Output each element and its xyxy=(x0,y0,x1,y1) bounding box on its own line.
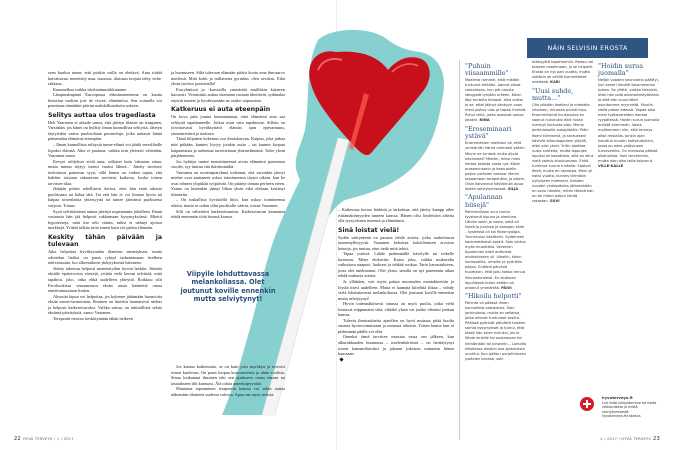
paragraph: – Katkeruus kertoo hädästä ja tarkoittaa, että jätetty kampp ailee riittämättömyyden tunteen kanssa. Hänen olisi löydettävä aihetta olla tyytyväinen itseensä ja elämäänsä. xyxy=(338,207,454,224)
story-text: Neljän vuoden seurustelu päättyi, kun kaveri ilmoitti tavanneensa toisen. Se yllätti, vaikka tiesinkin, ettei hän pidä alkoholinkäytöstäni ja että hän suunnitteli asuntomme myymistä. Muutin siellä pakon edessä. Vapaa aika meni työkavereiden kanssa ryypätessä. Hoidin surua juomalla entistä enemmän. Vasta myöhemmin niin, että terveys alkoi reistailla. Jonkin ajan kuluttua muutin kotiseudulleni, jossa on edes ystävineen turvaverkko. On menossa päästä alkoholista. Vain tervemmin, mutta olen aika lailla toipunut. xyxy=(598,78,660,163)
paragraph: Vaaranen on eroterapiaryhmä todennut, että varsinkin jätetyt miehet ovat saattaneet uskoa toimimeensa täysin oikein, kun he ovat tehneet ylipitkää työpäivää. On pitänyt tienata perheen eteen. Yaimo on kuitenkin jäänyt liikaa yksin eikä olekaan kestänyt tilannetta. xyxy=(171,169,285,197)
sidebar-story-continued xyxy=(532,60,594,85)
paragraph: Silti on vältettävä katkeroitumista. Katkeroituvan kannattaa tehdä enemmän töitä itsensä kanssa. xyxy=(171,208,285,220)
sidebar-column-a xyxy=(465,60,527,362)
promo-site-name[interactable]: hyvaterveys.fi xyxy=(602,395,633,400)
paragraph: – Ilman kunnollista selitystä tunne-elämä voi jäädä vereslihalle lopuksi elämää. Aika ei paranna, vaikka niin yleisesti väitetään, Vaaranen sanoo. xyxy=(48,142,162,159)
paragraph: Sydän särkyneenä on parasta tehdä asioita, jotka rauhoittavat tunnemylleryystä. Vaaranen kehottaa kokeilemisen arvoisia keinoja, jos tuntuu, ettei tiedä mitä tekisi. xyxy=(338,234,454,251)
article-column-3 xyxy=(338,207,454,362)
story-title: "Puhuin viisaammille" xyxy=(465,61,509,77)
promo-description: Lue lisää lukijoidemme tarinoita rakkaudesta ja mistä selviytymisestä: hyvaterveys.fi/rakkaus xyxy=(602,400,657,419)
pull-quote: Viipyile lohduttavassa melankoliassa. Olet joutunut koville ennenkin mutta selviytynyt! xyxy=(180,270,276,303)
sidebar-story xyxy=(465,63,527,124)
paragraph: Tulevia ihmissuhteita ajatellen on hyvä muistaa pitää huolta omasta hyvinvoinnistaan ja onnensa aiheista. Toisen kautta kun ei pidemmän päälle voi elää. xyxy=(338,317,454,334)
paragraph: Syyn selvittämisen auttaa jätettyä nopeammin jaloilleen. Ilman vastausta hän jää helposti rukkumaan kysymyksiinsä. Miettii hypoteeseja, mitä itse teki väärin, miksi ei nähnyt ajoissa merkkejä. Yrittää tulkita niitä ennen kuin voi palata elämään. xyxy=(48,208,162,231)
paragraph: seen kuuluu tunne, että jotakin vailla on elettävä. Aina riittää kaivattavaa: menetetty maa, nuoruus, tilaisuus korjata tehty virhe, rakkaus... xyxy=(48,70,162,87)
paragraph: Jätetty takertuu helposti menetettyihin hyviin hetkiin. Jättetää eksäile epätoivoisia viestejä, yrittää vielä kerran selvittää, mitä tapahtui, joko, onko ehkä uudelleen yhteyttä. Roikkuu silti Facebookissa seuraamassa eksän uusia käänteitä omaa onnettomuuttaan lisäten. xyxy=(48,265,162,294)
paragraph: Tämä hiljainen kokemus osa ihmiskasvua. Kaipuu, joka jatkaa niin pitkään, kunnes löytyy jotakin uutta – tai kunnes luopuu kaipaamasta ja tarkentaa tavoitteitaan yhteiselämästä. Tulee yksin pärjäämiseen. xyxy=(171,136,285,159)
story-signature: VILLE-KALLE xyxy=(598,163,624,168)
page-number: 22 xyxy=(14,436,21,442)
story-title: "Hikoilu helpotti" xyxy=(465,292,522,301)
story-signature: KARI xyxy=(550,80,560,85)
story-signature: SILJA xyxy=(507,186,519,191)
article-column-2-bottom xyxy=(171,364,285,397)
paragraph: Jos hylätyn tuntee menettäneensä aivan elämänsä paremmat vuodet, syy tuntuu sitä ikävämmältä. xyxy=(171,158,285,170)
story-title: "Apulannan biisejä" xyxy=(465,193,503,209)
paragraph: Kuunnelkaa vaikka iskelmämusiikkiamme. xyxy=(53,86,128,92)
sidebar-column-b xyxy=(532,60,594,204)
paragraph: Onneksi tämä tarvitsee muistaa vasta sen jälkeen, kun alkurakkauden huumassa – mielenhäiriössä – on heittäytynyt toisen kannateltavaksi ja jakanut jokaisen minuutin hänen kanssaan. xyxy=(338,334,454,357)
health-cross-logo-icon xyxy=(580,397,594,411)
page-number: 23 xyxy=(653,436,660,442)
subheading: Sinä loistat vielä! xyxy=(338,226,400,234)
paragraph: Heli Vaaranen ei arkaile sanoa, että jätetyn tilanne on traaginen. Varsinkin, jos hänet on hylätty ilman kunnollista selitystä. Jätetyn täytyisikin vaatia puolisoltaan perusteluja, jotka auttavat häntä pääsemään elämässä eteenpäin. xyxy=(48,119,162,142)
sidebar-story xyxy=(465,194,527,290)
story-signature: NINA xyxy=(479,118,490,123)
story-signature: SUVI xyxy=(549,199,560,204)
paragraph: ja huomiseen. Siltä tulevaan elämään pitäisi koota oma ihmisarvo mielessä. Mitä kohti ja millaisena pyrinkin, olen arvokas. Eikä yksin tarvitse ponnistella! xyxy=(171,70,285,87)
sidebar-column-c xyxy=(598,60,660,169)
paragraph: Aksasita kipua voi helpottaa, jos kykenee jättämään huomioita eksän somer-tarinoinnin. Ihminen on luotettu luontaisesti utelias ja helposti katkeroituvaksi. Vaikka sattuu, on inhimillistä selata eksänsä päivityksiä, sanoo Vaaranen. xyxy=(48,293,162,316)
subheading: Selitys auttaa ulos tragediasta xyxy=(48,111,156,119)
paragraph: – On tuskallista hyvästellä liitto, kun uskoo toimineensa oikein, mutta se onkin ollut puolisolle väärin, toteaa Vaaranen. xyxy=(171,197,285,209)
sidebar-divider xyxy=(459,60,460,440)
sidebar-story xyxy=(598,63,660,169)
story-title: "Hoidin surua juomalla" xyxy=(598,61,644,77)
story-title: "Uusi suhde, mutta..." xyxy=(532,86,574,103)
left-folio xyxy=(12,436,74,442)
paragraph: Jos kantaa katkeruutta, se on kuin joisi myrkkyä ja toivoisi toisen kuolevan. On paras luopua kostoaaveista ja uhrin roolista. Sinua loukannut ihminen teki sen ajaakseen omaa etuaan tai tasatakseen tilit kanssasi. Älä odota anteeksipyyntöä. xyxy=(171,364,285,386)
article-column-1 xyxy=(48,70,162,321)
subheading: Katkeruus ei auta eteenpäin xyxy=(171,106,271,114)
story-text: etäisyyttä tapahtumiin. Reissu vei toiseen maailmaan, ja se helpotti. Erosta on nyt pari vuotta, mutta vieläkin se välillä kummittelee mielessä. xyxy=(532,60,594,85)
folio-label: 1 / 2017 / HYVÄ TERVEYS xyxy=(600,437,652,441)
paragraph: Muutama tapaaminen terapeutin kanssa voi sekin auttaa näkemään tilanteen uudessa valossa. Apua saa myös netistä. xyxy=(171,386,285,397)
sidebar-story xyxy=(532,88,594,204)
story-text: Ensimmäinen reaktioni oli, että ymmärrän hänet varmasti väärin. Minne ne tunteet muka olivat hävinneet? Miettin, miksi mies kertoa asiasta vasta nyt. Kävin eroseminaarin ja keskustelin paljon ystävien kanssa. Menin tapaamaan terapeuttia, ja oikein. Olsin kaivannut käytännön apua lasten selviytymisessä. xyxy=(465,141,526,191)
sidebar-story xyxy=(465,126,527,192)
paragraph: Aika helpottaa hyväksymään tilanteen menetyksen, mutta odottelun lisäksi on paras ryhtyä tarkentamaan itselleen tulevaisuutta, luo alkeeraikeen järkytyksestä lukeneen. xyxy=(48,249,162,266)
story-text: Pahimmillaan suru tuntui fyysisenä kipuna ja oireiluna. Lähdin saliin ja vasta, sekä oli kipeä ja jumissa ja kaivojan särki – kyseessä oli kai fibromyalgia. Tunnesulun käsittelin. Sydämeen konkreettisesti koskit. Sain lohtua myös musiikista. Varsinkin Apulannan biisit auttoivat ohdistukseen yli. Ulkoilin, kävin kuntosalilla, urheilin ja pyöräilin paljon. Endänä päivänä huomasin, että joku katsoi minua kiinnostuneesti. En olutkaan lopullisesti kuten ekääni oli antanut ymmärtää. xyxy=(465,209,526,290)
paragraph: Hyvin todennäköisesti sinussa on myös puolia, jotka vielä loistavat riippumatta siitä, eläätkö yksin vai jaatko elämäsi jonkun kanssa. xyxy=(338,301,454,318)
hyvaterveys-promo[interactable] xyxy=(580,395,674,425)
promo-text xyxy=(602,396,664,419)
end-mark-icon xyxy=(339,357,343,361)
paragraph: Jättäjän pitäisi rehellisesti kertoa, ettei hän enää rakasta puolisoaan tai halua tätä. Tai että hän ei voi litonaa hyvin tai kaipaa toisenlaista yhteisyyttä tai tuntee jäävänsä puolisonsa varjoon. Totuus. xyxy=(48,186,162,209)
story-text: Olin pitkään itselleni ja miehelle vihainen, rinnassa puristi kipu. Ensimmäisinä kuukausina en saanut nukutuksi eikä ruoka mennyt kurkusta alas. Menin jonkinlaiselle autopilotille. Pidin itseni kiireisenä, ja saraukseni kävivät viikonloppuisin ylöyllä, ettei olisi yksin. Yritin aloittaa uusia suhteita, mutta loppujen lopuksi oli kaoottista, sillä en ollut vielä valmis sitoutumaan. Enkä tuntenut suuria tunteita. Saatoin itkeä, mutta en rakastaa. Meni yli kaksi vuotta, kunnes törmäsin nykyiseen mieheeni. Kahden vuoden yhdessäolon jälkeenkään en sano hänelle, miten tärkeä hän on tai miten paljon häntä rakastan. xyxy=(532,103,594,204)
subheading: Keskity tähän päivään ja tulevaan xyxy=(48,233,162,249)
story-text: Pahinta oli päässä ilman kunnollisia vastauksia. Sain jonkinlaisia, mutta en sellaisia, jotka olisivat tuntuneet tosilta. Pitäissä pyörivät päivästä toiseen samat kysymykset ja tuntui, että tässä hän tulee hulluksi, jos ei lähde lenkille tai soutamaan tai hiihtämään tai johonkin... Loduilla hikoilessa ainakin osa ajatuksista unohtui. Kun pääsin purjehtimaan ystävien kanssa, sain xyxy=(465,301,527,361)
story-text: Maailma romahti, eikä mikään tuntunut miltään. Aamut olivat raskaimpia, kun piti nousta sängystä tyhjään arkeen. Kävin läpi tunteita hitaasti. Aika auttoi ja se, ettei jäänyt sänkyyn vaan meni joskus ulos ja tapasi ihmisiä. Puhui niille, jotka osasivat sanoa jotakin. xyxy=(465,78,527,123)
folio-label: HYVÄ TERVEYS / 1 / 2017 xyxy=(22,437,74,441)
paragraph: Terapeutti neuvoo keskittymään tähän hetkeen xyxy=(53,315,133,321)
story-signature: PÄIVI xyxy=(501,285,512,290)
paragraph: On kova pala joutua huomaamaan, ettei elämässä aina saa selitystä tapahtuneelle. Jotkut asiat vain tapahtuvat. Silloin on toivottavasti hyväksyttävä elämän ajan epävarmuus, ymmärrettävä ja tuettava. xyxy=(171,114,285,136)
paragraph: Tapaa ystäviä. Lähde pidemmälle kävelylle tai retkelle luontoon. Mene elokuviin. Kutsu joku, vaikka mukavalta vaikuttava naapuri, luoksesi ja tehkää ruokaa. Tartu harrastukseen, josta olet unelmoinut. Olet yksin, sinulla on nyt paremmin aikaa tehdä mukavia asioita. xyxy=(338,251,454,279)
paragraph: Kevyet selitykset eivät auta, sellaiset kuin 'rakastan sinua, mutta minun täytyy itsenii vuoksi lähteä...' Jätetty tarvitsee tiedottavat painavan syyn, sillä hänen on vaikea tajuta, että kahden toisiaan rakastavan tarvitsisi kaikesta, koska toinen tarvitsee tilaa. xyxy=(48,158,162,186)
paragraph: Lämpimämpänä Euroopassa elämänasenteena on kautta historian vaalittu joie de vivreä, elämäniloa. Sen voimalla voi ponnistaa tämänkin päivän mahdollisuuksiin uskoen. xyxy=(48,92,162,109)
paragraph: Ja yllättäen, voit myös palata nuoruuden mentaliteettiin ja löytää itsesi uudelleen. Mutta ei kannata kiirehtiä liikaa – viihdy vielä lohduttavassa melankoliassa. Olet joutunut koville ennenkin mutta selviytynyt! xyxy=(338,279,454,301)
paragraph: Eroryhmissä ja -kursseilla ymmärtää muillekin käyneen huonosti. Vertaistuki auttaa ottamaan vastaan itkettävät, sydänalaa repivät tunteet ja hyväksymään ne osaksi toipumista. xyxy=(171,86,285,103)
sidebar-story xyxy=(465,293,527,362)
story-title: "Eroseminaari ystävä" xyxy=(465,124,512,141)
article-column-2 xyxy=(171,70,285,220)
right-folio xyxy=(600,436,662,442)
sidebar-title: NÄIN SELVISIN EROSTA xyxy=(527,38,648,58)
